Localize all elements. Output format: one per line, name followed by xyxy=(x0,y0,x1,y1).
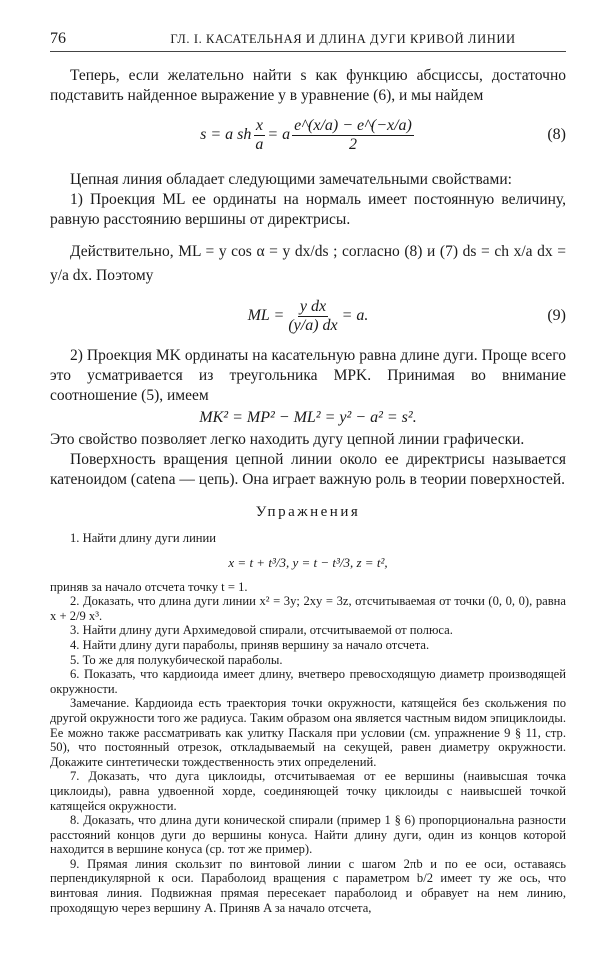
exercise-4: 4. Найти длину дуги параболы, приняв вершину за начало отсчета. xyxy=(70,637,430,652)
equation-8 xyxy=(50,106,566,164)
eq8-fraction-x-over-a: $\frac{x}{a}$ xyxy=(255,116,264,153)
exercises-heading: Упражнения xyxy=(255,504,361,520)
eq9-right: = a. xyxy=(341,307,369,324)
exercise-2: 2. Доказать, что длина дуги линии x² = 3y; 2xy = 3z, отсчитываемая от точки (0, 0, 0), равна x + 2/9 x³. xyxy=(50,594,566,623)
eq9-left: ML = xyxy=(247,307,285,324)
eq8-left: s = a sh xyxy=(200,126,252,143)
exercise-1: 1. Найти длину дуги линии xyxy=(70,531,217,545)
running-header xyxy=(50,30,566,52)
paragraph-6: Это свойство позволяет легко находить дугу цепной линии графически. xyxy=(50,431,525,448)
exercise-6: 6. Показать, что кардиоида имеет длину, вчетверо превосходящую диаметр производящей окружности. xyxy=(50,667,566,696)
equation-9 xyxy=(50,288,566,344)
eq8-main-fraction: $\frac{e\^{}(x/a) - e\^{}(-x/a)}{2}$ xyxy=(294,116,412,153)
page-number: 76 xyxy=(50,30,66,47)
eq9-number: (9) xyxy=(547,307,566,324)
eq9-fraction: $\frac{\text{y dx}}{(y/a) dx}$ xyxy=(288,297,338,334)
book-page xyxy=(50,30,566,915)
exercise-note: Замечание. Кардиоида есть траектория точки окружности, катящейся без скольжения по другой окружности того же радиуса. Таким образом она является частным видом эпициклоиды. Ее можно также рассматривать как улитку Паскаля при условии (см. упражнение 9 § 11, стр. 50), что постоянный отрезок, откладываемый на секущей, равен диаметру окружности. Докажите синтетически тождественность этих определений. xyxy=(50,696,566,769)
paragraph-2: Цепная линия обладает следующими замечательными свойствами: xyxy=(70,171,512,188)
running-title: ГЛ. I. КАСАТЕЛЬНАЯ И ДЛИНА ДУГИ КРИВОЙ ЛИНИИ xyxy=(170,32,516,46)
eq8-mid: = a xyxy=(267,126,291,143)
equation-mk: MK² = MP² − ML² = y² − a² = s². xyxy=(199,409,417,426)
paragraph-3: 1) Проекция ML ее ординаты на нормаль имеет постоянную величину, равную расстоянию вершины от директрисы. xyxy=(50,191,566,228)
paragraph-7: Поверхность вращения цепной линии около ее директрисы называется катеноидом (catena — цепь). Она играет важную роль в теории поверхностей. xyxy=(50,451,566,488)
exercise-8: 8. Доказать, что длина дуги конической спирали (пример 1 § 6) пропорциональна разности расстояний концов дуги до вершины конуса. Найти длину дуги, один из концов которой находится в вершине конуса (ср. тот же пример). xyxy=(50,813,566,857)
eq8-number: (8) xyxy=(547,126,566,143)
exercise-1-equation: x = t + t³/3, y = t − t³/3, z = t², xyxy=(228,554,388,570)
paragraph-4: Действительно, ML = y cos α = y dx/ds ; согласно (8) и (7) ds = ch x/a dx = y/a dx. Поэтому xyxy=(50,243,566,284)
exercise-1-tail: приняв за начало отсчета точку t = 1. xyxy=(50,579,248,594)
exercise-9: 9. Прямая линия скользит по винтовой линии с шагом 2πb и по ее оси, оставаясь перпендикулярной к оси. Параболоид вращения с параметром b/2 имеет ту же ось, что винтовая линия. Подвижная прямая пересекает параболоид и обравует на нем линию, проходящую через вершину A. Приняв A за начало отсчета, xyxy=(50,856,566,915)
exercise-7: 7. Доказать, что дуга циклоиды, отсчитываемая от ее вершины (наивысшая точка циклоиды), равна удвоенной хорде, соединяющей точку циклоиды с наивысшей точкой катящейся окружности. xyxy=(50,769,566,813)
exercise-3: 3. Найти длину дуги Архимедовой спирали, отсчитываемой от полюса. xyxy=(70,623,453,638)
paragraph-5: 2) Проекция MK ординаты на касательную равна длине дуги. Проще всего это усматривается из треугольника MPK. Принимая во внимание соотношение (5), имеем xyxy=(50,347,566,404)
paragraph-1: Теперь, если желательно найти s как функцию абсциссы, достаточно подставить найденное выражение y в уравнение (6), и мы найдем xyxy=(50,67,566,104)
exercise-5: 5. То же для полукубической параболы. xyxy=(70,652,283,667)
